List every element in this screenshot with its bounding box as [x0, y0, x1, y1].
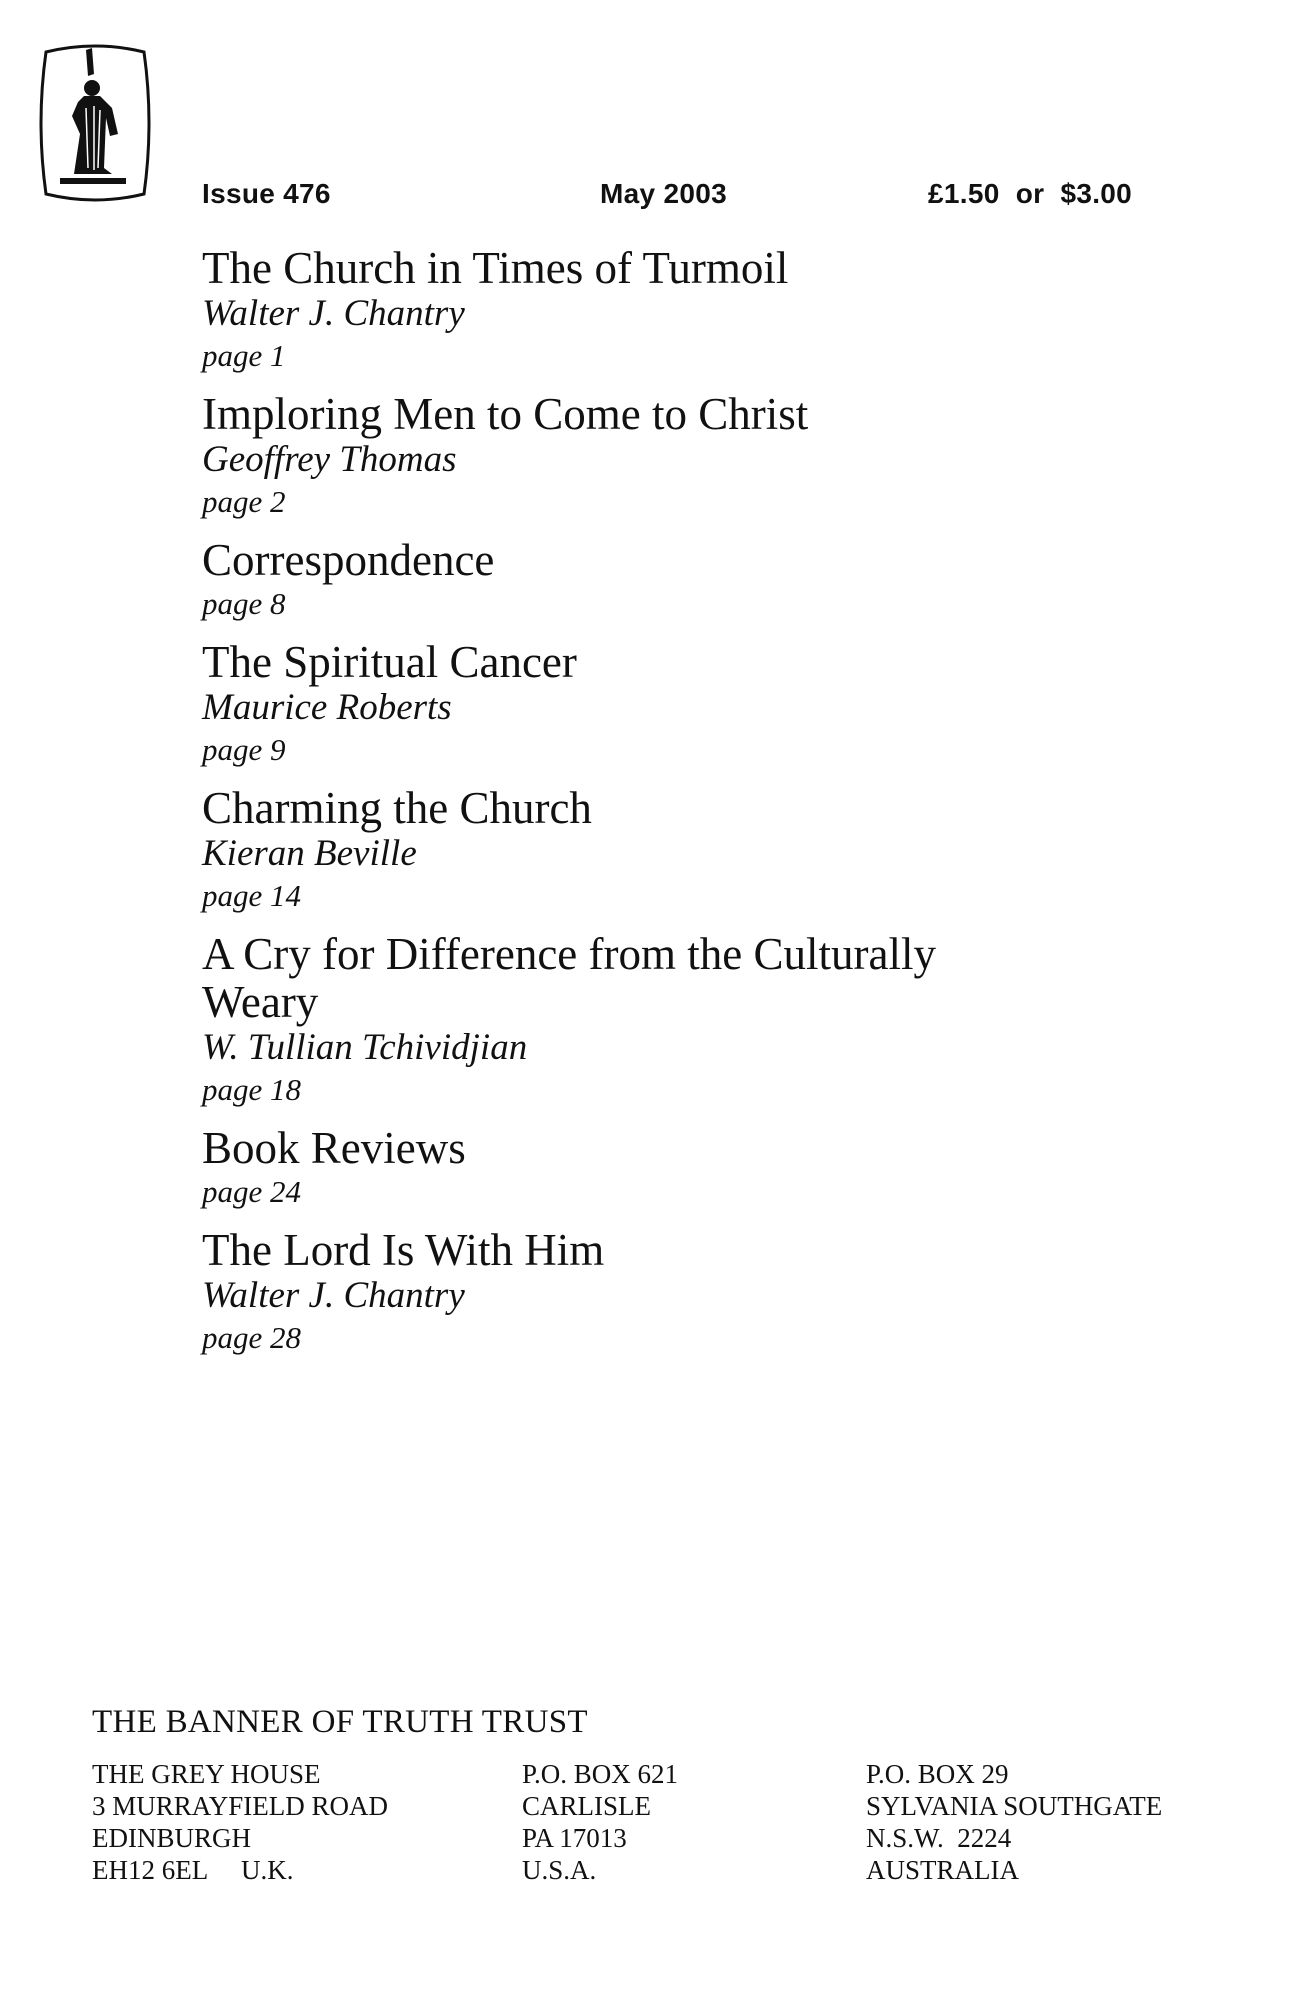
address-line: P.O. BOX 29 [866, 1759, 1009, 1789]
article-author: Kieran Beville [202, 833, 417, 874]
address-line: SYLVANIA SOUTHGATE [866, 1791, 1163, 1821]
address-line: P.O. BOX 621 [522, 1759, 679, 1789]
toc-entry [202, 638, 1202, 770]
toc-entry [202, 930, 1202, 1110]
toc-entry [202, 536, 1202, 624]
address-line: N.S.W. 2224 [866, 1823, 1012, 1853]
article-page: page 24 [202, 1174, 302, 1209]
publisher-logo [34, 38, 156, 208]
address-line: 3 MURRAYFIELD ROAD [92, 1791, 389, 1821]
toc-entry [202, 784, 1202, 916]
article-title: The Spiritual Cancer [202, 637, 577, 687]
address-line: EH12 6EL U.K. [92, 1855, 294, 1885]
toc-entry [202, 390, 1202, 522]
article-title: The Church in Times of Turmoil [202, 243, 789, 293]
issue-number: Issue 476 [202, 178, 331, 209]
article-title: A Cry for Difference from the Culturally Weary [202, 929, 936, 1027]
article-author: W. Tullian Tchividjian [202, 1027, 528, 1068]
article-title: Charming the Church [202, 783, 592, 833]
table-of-contents [202, 244, 1202, 1372]
toc-entry [202, 244, 1202, 376]
article-page: page 18 [202, 1072, 302, 1107]
issue-price: £1.50 or $3.00 [928, 178, 1133, 209]
article-author: Walter J. Chantry [202, 1275, 465, 1316]
issue-date: May 2003 [600, 178, 727, 209]
address-usa [522, 1758, 678, 1886]
address-uk [92, 1758, 388, 1886]
article-page: page 28 [202, 1320, 302, 1355]
address-line: CARLISLE [522, 1791, 652, 1821]
article-page: page 2 [202, 484, 286, 519]
article-author: Walter J. Chantry [202, 293, 465, 334]
article-page: page 8 [202, 586, 286, 621]
article-page: page 14 [202, 878, 302, 913]
address-line: AUSTRALIA [866, 1855, 1019, 1885]
article-author: Geoffrey Thomas [202, 439, 457, 480]
article-title: Imploring Men to Come to Christ [202, 389, 809, 439]
article-title: Book Reviews [202, 1123, 466, 1173]
toc-entry [202, 1124, 1202, 1212]
article-title: Correspondence [202, 535, 495, 585]
article-page: page 1 [202, 338, 286, 373]
publisher-name: THE BANNER OF TRUTH TRUST [92, 1704, 588, 1740]
address-line: EDINBURGH [92, 1823, 251, 1853]
address-line: U.S.A. [522, 1855, 597, 1885]
address-australia [866, 1758, 1162, 1886]
article-page: page 9 [202, 732, 286, 767]
article-title: The Lord Is With Him [202, 1225, 605, 1275]
toc-entry [202, 1226, 1202, 1358]
article-author: Maurice Roberts [202, 687, 452, 728]
address-line: PA 17013 [522, 1823, 627, 1853]
address-line: THE GREY HOUSE [92, 1759, 321, 1789]
